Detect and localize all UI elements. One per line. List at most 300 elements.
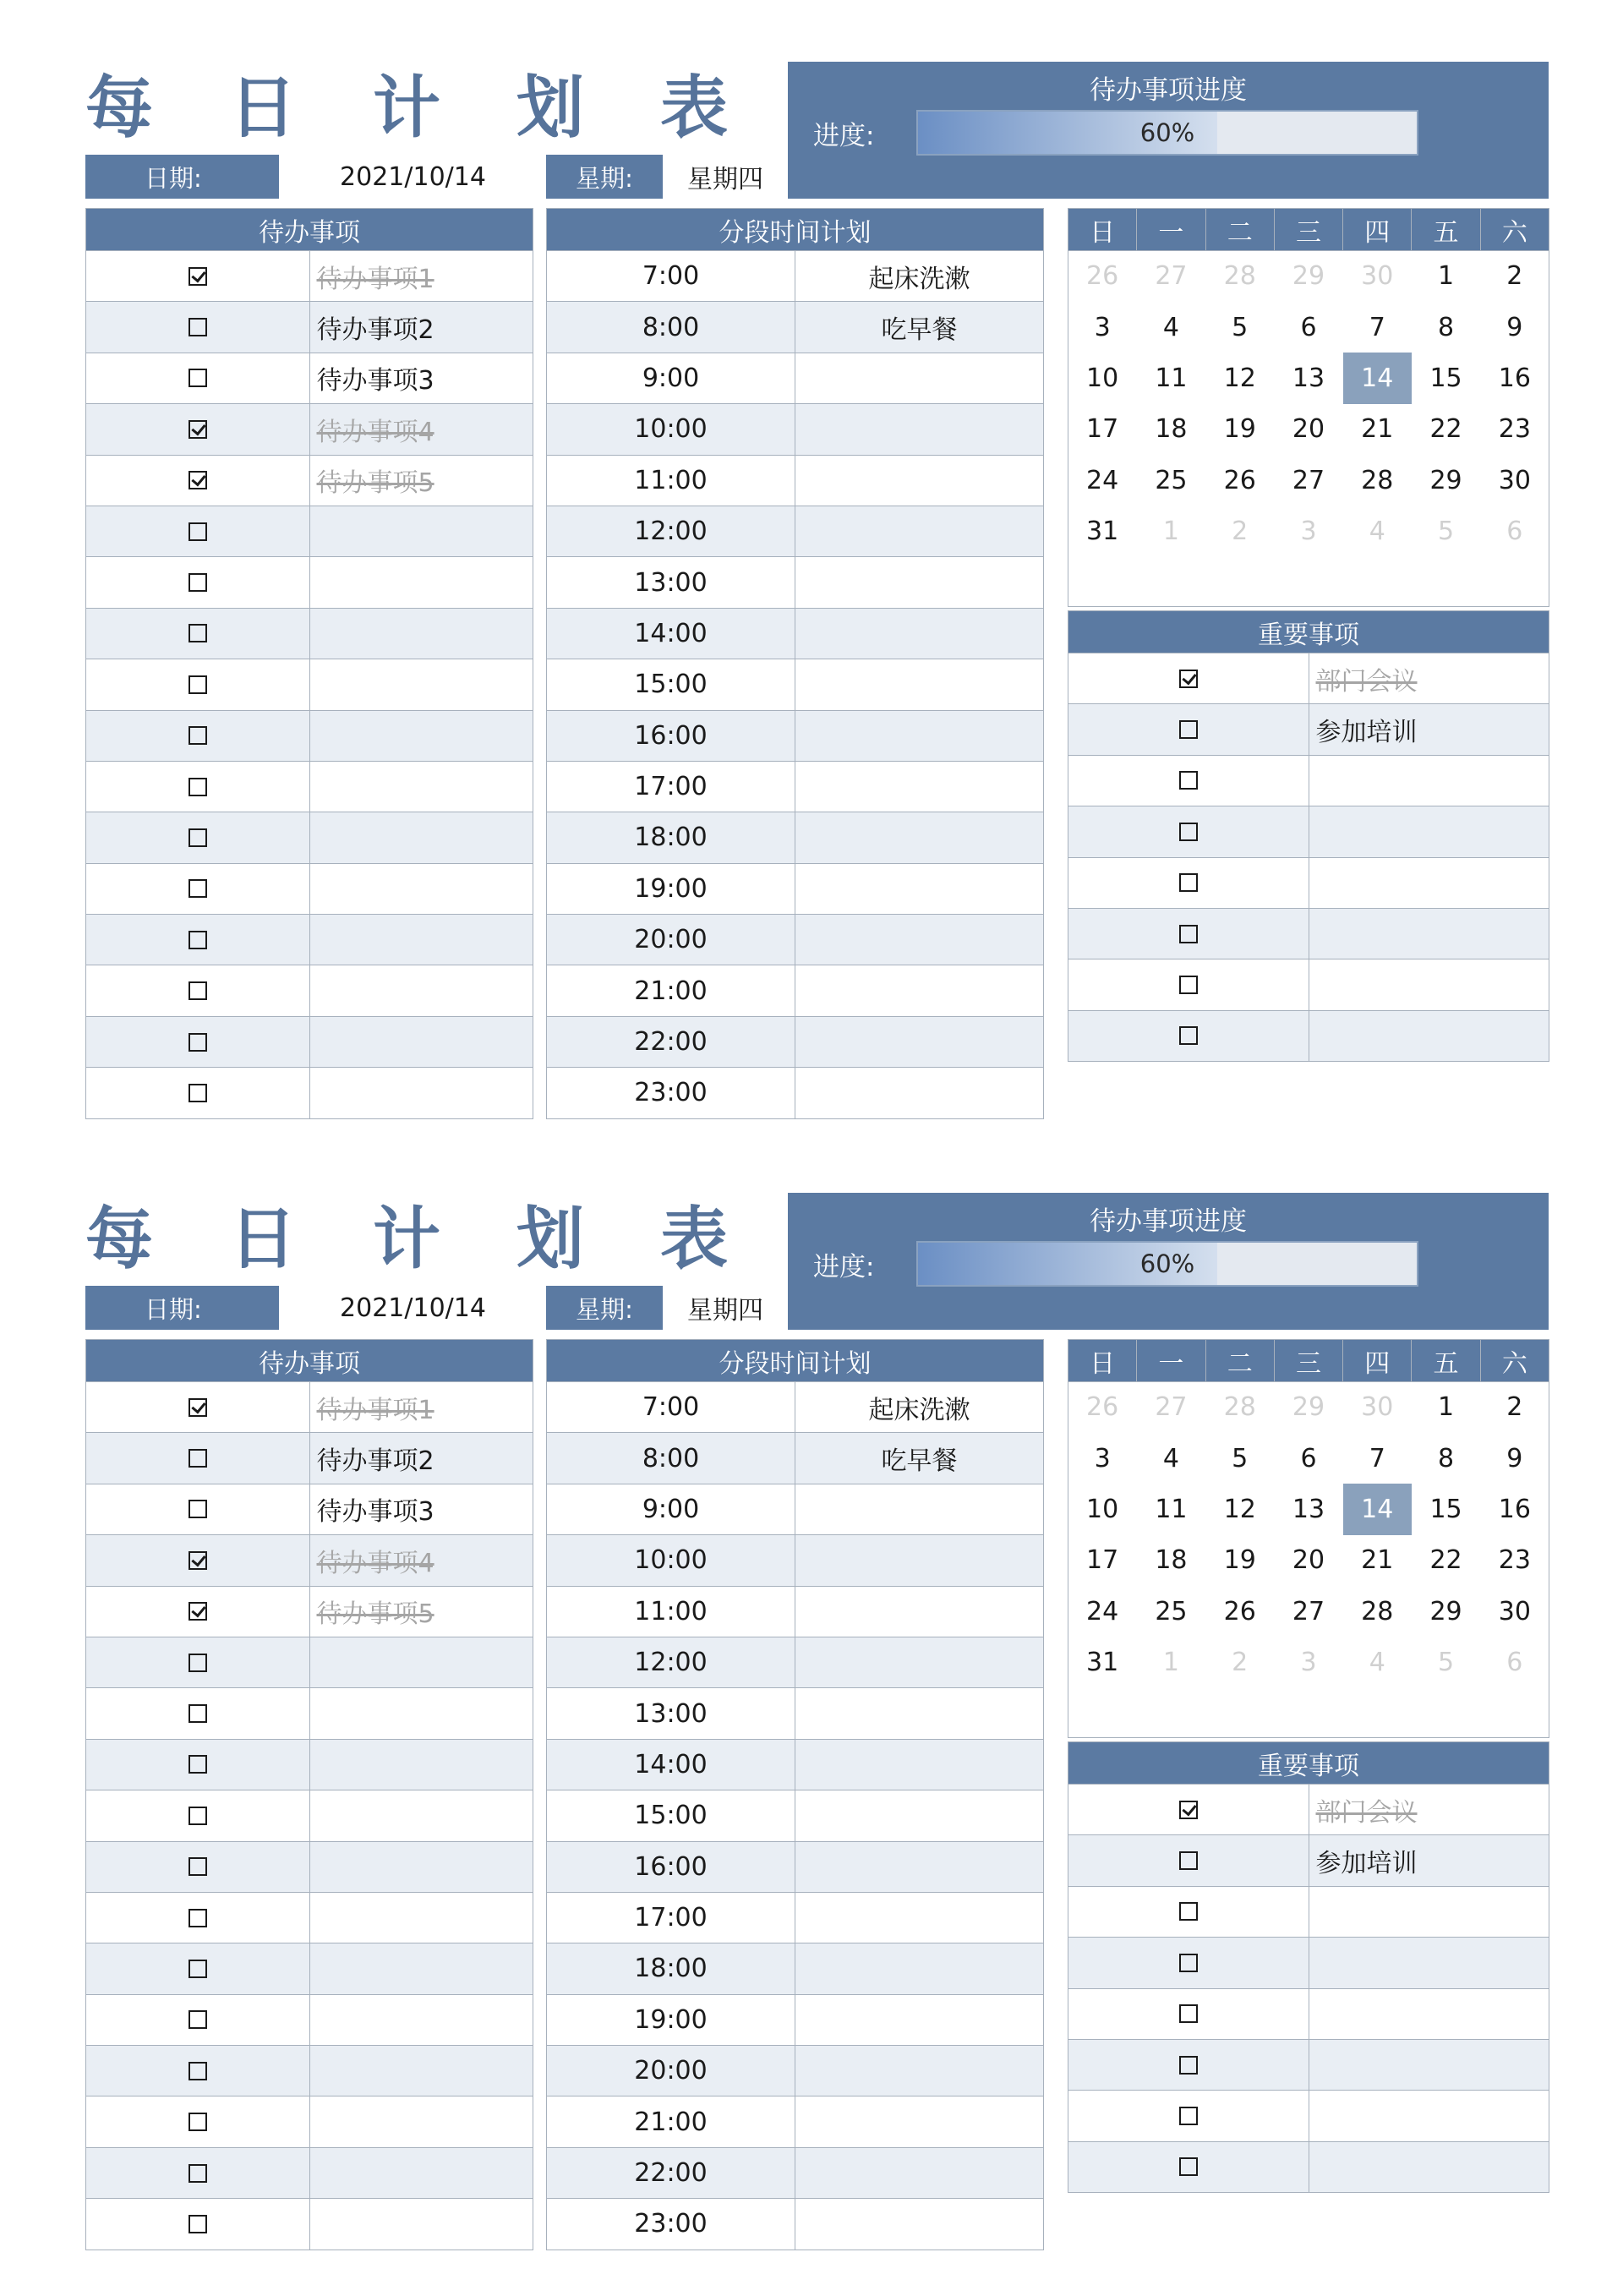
todo-checkbox-cell[interactable] [86, 812, 310, 863]
todo-item-text[interactable] [309, 1068, 533, 1118]
schedule-task[interactable]: 吃早餐 [795, 1433, 1044, 1484]
todo-item-text[interactable] [309, 1016, 533, 1067]
calendar-day[interactable]: 17 [1086, 414, 1119, 445]
todo-item-text[interactable] [309, 1688, 533, 1739]
todo-checkbox-cell[interactable] [86, 1484, 310, 1534]
checkbox-icon[interactable] [1179, 1954, 1198, 1972]
calendar-day[interactable]: 3 [1300, 517, 1317, 547]
todo-checkbox-cell[interactable] [86, 710, 310, 761]
important-checkbox-cell[interactable] [1068, 653, 1309, 704]
calendar-day[interactable]: 25 [1155, 465, 1188, 495]
important-header: 重要事项 [1068, 611, 1549, 653]
schedule-task[interactable] [795, 1943, 1044, 1994]
schedule-task[interactable] [795, 353, 1044, 403]
calendar-day[interactable]: 10 [1086, 363, 1119, 393]
checkbox-icon[interactable] [189, 624, 207, 642]
todo-checkbox-cell[interactable] [86, 404, 310, 455]
calendar-day[interactable]: 4 [1162, 1443, 1179, 1473]
checkbox-icon[interactable] [1179, 771, 1198, 790]
schedule-task[interactable] [795, 915, 1044, 965]
calendar-day[interactable]: 27 [1292, 465, 1325, 495]
schedule-task[interactable] [795, 1535, 1044, 1586]
calendar-day[interactable]: 1 [1162, 1648, 1179, 1678]
calendar-day[interactable]: 23 [1498, 1545, 1531, 1576]
checked-box-icon[interactable] [1179, 670, 1198, 688]
schedule-row [547, 1688, 1044, 1739]
important-item-text[interactable]: 参加培训 [1309, 704, 1549, 755]
calendar-day[interactable]: 31 [1086, 1648, 1119, 1678]
schedule-task[interactable] [795, 1994, 1044, 2045]
important-checkbox-cell[interactable] [1068, 1988, 1309, 2039]
schedule-time: 9:00 [547, 353, 795, 403]
calendar-day[interactable]: 29 [1292, 1392, 1325, 1423]
title-char: 划 [516, 1199, 584, 1278]
checkbox-icon[interactable] [189, 1857, 207, 1876]
schedule-task[interactable] [795, 659, 1044, 710]
todo-checkbox-cell[interactable] [86, 965, 310, 1016]
checkbox-icon[interactable] [189, 981, 207, 1000]
schedule-time: 20:00 [547, 915, 795, 965]
todo-item-text[interactable] [309, 1841, 533, 1892]
todo-item-text[interactable] [309, 1790, 533, 1841]
calendar-day[interactable]: 30 [1498, 1596, 1531, 1626]
calendar-day-today[interactable]: 14 [1343, 353, 1412, 403]
schedule-task[interactable] [795, 1484, 1044, 1534]
checkbox-icon[interactable] [189, 778, 207, 796]
calendar-day[interactable]: 24 [1086, 465, 1119, 495]
todo-item-text[interactable] [309, 761, 533, 812]
schedule-row [547, 251, 1044, 302]
todo-checkbox-cell[interactable] [86, 251, 310, 302]
checkbox-icon[interactable] [189, 2164, 207, 2183]
important-item-text[interactable]: 部门会议 [1309, 1785, 1549, 1835]
calendar-day[interactable]: 2 [1506, 1392, 1523, 1423]
calendar-day[interactable]: 9 [1506, 312, 1523, 342]
checkbox-icon[interactable] [189, 1084, 207, 1102]
important-item-text[interactable] [1309, 2141, 1549, 2192]
calendar-day[interactable]: 17 [1086, 1545, 1119, 1576]
todo-checkbox-cell[interactable] [86, 2096, 310, 2147]
checkbox-icon[interactable] [189, 573, 207, 592]
calendar-day[interactable]: 19 [1223, 414, 1256, 445]
todo-checkbox-cell[interactable] [86, 1382, 310, 1433]
calendar-day[interactable]: 30 [1361, 1392, 1394, 1423]
calendar-day[interactable]: 6 [1300, 312, 1317, 342]
calendar-day[interactable]: 28 [1361, 465, 1394, 495]
todo-checkbox-cell[interactable] [86, 1739, 310, 1790]
schedule-task[interactable] [795, 2147, 1044, 2198]
todo-checkbox-cell[interactable] [86, 1433, 310, 1484]
todo-item-text[interactable] [309, 710, 533, 761]
schedule-task[interactable] [795, 404, 1044, 455]
calendar-day-today[interactable]: 14 [1343, 1484, 1412, 1534]
todo-checkbox-cell[interactable] [86, 761, 310, 812]
calendar-day[interactable]: 2 [1232, 1648, 1249, 1678]
calendar-week [1068, 302, 1549, 353]
schedule-row [547, 1382, 1044, 1433]
todo-item-text[interactable] [309, 659, 533, 710]
checkbox-icon[interactable] [189, 2113, 207, 2131]
calendar-day[interactable]: 21 [1361, 414, 1394, 445]
checkbox-icon[interactable] [189, 931, 207, 949]
schedule-task[interactable] [795, 1841, 1044, 1892]
calendar-day[interactable]: 5 [1232, 1443, 1249, 1473]
schedule-task[interactable] [795, 455, 1044, 506]
schedule-task[interactable] [795, 710, 1044, 761]
todo-checkbox-cell[interactable] [86, 659, 310, 710]
important-item-text[interactable] [1309, 1988, 1549, 2039]
todo-item-text[interactable] [309, 965, 533, 1016]
checkbox-icon[interactable] [189, 1500, 207, 1518]
todo-item-text[interactable] [309, 506, 533, 556]
todo-item-text[interactable] [309, 812, 533, 863]
checkbox-icon[interactable] [189, 726, 207, 745]
important-checkbox-cell[interactable] [1068, 1835, 1309, 1886]
checked-box-icon[interactable] [1179, 1801, 1198, 1819]
schedule-task[interactable] [795, 2199, 1044, 2250]
schedule-task[interactable] [795, 1016, 1044, 1067]
calendar-day[interactable]: 3 [1300, 1648, 1317, 1678]
checkbox-icon[interactable] [1179, 2004, 1198, 2023]
important-row [1068, 2141, 1549, 2192]
progress-label: 进度: [813, 1252, 875, 1282]
todo-item-text[interactable] [309, 2046, 533, 2096]
calendar-day[interactable]: 29 [1429, 465, 1462, 495]
important-checkbox-cell[interactable] [1068, 1785, 1309, 1835]
calendar-day[interactable]: 4 [1369, 1648, 1385, 1678]
calendar-day[interactable]: 12 [1223, 363, 1256, 393]
important-item-text[interactable] [1309, 1938, 1549, 1988]
checked-box-icon[interactable] [189, 1551, 207, 1570]
calendar-day[interactable]: 28 [1223, 1392, 1256, 1423]
checkbox-icon[interactable] [189, 1033, 207, 1052]
title-char: 划 [516, 68, 584, 147]
checkbox-icon[interactable] [1179, 1851, 1198, 1870]
calendar-day[interactable]: 2 [1232, 517, 1249, 547]
schedule-table [546, 1339, 1044, 2250]
todo-item-text[interactable] [309, 915, 533, 965]
calendar-day[interactable]: 5 [1438, 1648, 1455, 1678]
calendar-day[interactable]: 31 [1086, 517, 1119, 547]
todo-item-text[interactable] [309, 2096, 533, 2147]
todo-checkbox-cell[interactable] [86, 2147, 310, 2198]
checkbox-icon[interactable] [1179, 823, 1198, 841]
checkbox-icon[interactable] [189, 1704, 207, 1723]
checkbox-icon[interactable] [189, 2215, 207, 2233]
todo-row [86, 863, 533, 914]
calendar-day[interactable]: 6 [1506, 1648, 1523, 1678]
calendar-day[interactable]: 16 [1498, 363, 1531, 393]
todo-item-text[interactable]: 待办事项3 [309, 1484, 533, 1534]
todo-checkbox-cell[interactable] [86, 1943, 310, 1994]
schedule-task[interactable] [795, 812, 1044, 863]
important-checkbox-cell[interactable] [1068, 1938, 1309, 1988]
calendar-day[interactable]: 11 [1155, 1494, 1188, 1524]
todo-checkbox-cell[interactable] [86, 2199, 310, 2250]
important-item-text[interactable] [1309, 908, 1549, 959]
date-value[interactable]: 2021/10/14 [340, 1293, 486, 1323]
checkbox-icon[interactable] [1179, 2107, 1198, 2125]
checkbox-icon[interactable] [1179, 1026, 1198, 1045]
calendar-day[interactable]: 9 [1506, 1443, 1523, 1473]
important-item-text[interactable] [1309, 1010, 1549, 1061]
calendar-day[interactable]: 18 [1155, 414, 1188, 445]
schedule-table [546, 208, 1044, 1119]
todo-checkbox-cell[interactable] [86, 1637, 310, 1687]
calendar-day[interactable]: 22 [1429, 414, 1462, 445]
calendar-day[interactable]: 13 [1292, 363, 1325, 393]
important-checkbox-cell[interactable] [1068, 2091, 1309, 2141]
todo-checkbox-cell[interactable] [86, 1586, 310, 1637]
calendar-day[interactable]: 4 [1162, 312, 1179, 342]
schedule-task[interactable] [795, 761, 1044, 812]
checkbox-icon[interactable] [189, 675, 207, 694]
checkbox-icon[interactable] [189, 1960, 207, 1978]
schedule-task[interactable]: 起床洗漱 [795, 1382, 1044, 1433]
checkbox-icon[interactable] [1179, 1902, 1198, 1921]
important-checkbox-cell[interactable] [1068, 2141, 1309, 2192]
important-item-text[interactable] [1309, 1886, 1549, 1937]
schedule-task[interactable] [795, 1892, 1044, 1943]
important-row [1068, 1010, 1549, 1061]
calendar-day[interactable]: 30 [1361, 261, 1394, 292]
todo-checkbox-cell[interactable] [86, 1688, 310, 1739]
todo-item-text[interactable]: 待办事项3 [309, 353, 533, 403]
todo-item-text[interactable]: 待办事项2 [309, 302, 533, 353]
checkbox-icon[interactable] [189, 1807, 207, 1825]
schedule-task[interactable] [795, 557, 1044, 608]
checked-box-icon[interactable] [189, 471, 207, 489]
calendar-day[interactable]: 13 [1292, 1494, 1325, 1524]
calendar-day[interactable]: 27 [1155, 261, 1188, 292]
calendar-day[interactable]: 15 [1429, 1494, 1462, 1524]
checked-box-icon[interactable] [189, 1602, 207, 1621]
checkbox-icon[interactable] [189, 879, 207, 898]
checkbox-icon[interactable] [1179, 925, 1198, 943]
calendar-day[interactable]: 24 [1086, 1596, 1119, 1626]
checkbox-icon[interactable] [189, 1909, 207, 1927]
checkbox-icon[interactable] [189, 1654, 207, 1672]
calendar-day[interactable]: 29 [1292, 261, 1325, 292]
todo-checkbox-cell[interactable] [86, 608, 310, 659]
todo-item-text[interactable] [309, 1637, 533, 1687]
important-checkbox-cell[interactable] [1068, 1886, 1309, 1937]
todo-item-text[interactable]: 待办事项5 [309, 455, 533, 506]
calendar-day[interactable]: 1 [1438, 1392, 1455, 1423]
calendar-day[interactable]: 5 [1232, 312, 1249, 342]
important-checkbox-cell[interactable] [1068, 1010, 1309, 1061]
important-checkbox-cell[interactable] [1068, 2039, 1309, 2090]
checkbox-icon[interactable] [189, 522, 207, 541]
calendar-day[interactable]: 10 [1086, 1494, 1119, 1524]
calendar-day[interactable]: 8 [1438, 312, 1455, 342]
checkbox-icon[interactable] [1179, 976, 1198, 994]
todo-row [86, 1688, 533, 1739]
calendar-day[interactable]: 27 [1155, 1392, 1188, 1423]
schedule-task[interactable] [795, 2096, 1044, 2147]
todo-checkbox-cell[interactable] [86, 1790, 310, 1841]
checkbox-icon[interactable] [1179, 873, 1198, 892]
schedule-time: 10:00 [547, 1535, 795, 1586]
todo-item-text[interactable]: 待办事项5 [309, 1586, 533, 1637]
todo-row [86, 251, 533, 302]
important-item-text[interactable]: 参加培训 [1309, 1835, 1549, 1886]
important-row [1068, 1835, 1549, 1886]
calendar-day[interactable]: 1 [1162, 517, 1179, 547]
todo-item-text[interactable]: 待办事项1 [309, 1382, 533, 1433]
schedule-row [547, 659, 1044, 710]
calendar-day[interactable]: 19 [1223, 1545, 1256, 1576]
todo-item-text[interactable] [309, 1994, 533, 2045]
todo-item-text[interactable]: 待办事项1 [309, 251, 533, 302]
schedule-task[interactable] [795, 863, 1044, 914]
checked-box-icon[interactable] [189, 1398, 207, 1417]
important-checkbox-cell[interactable] [1068, 908, 1309, 959]
calendar-day[interactable]: 7 [1369, 1443, 1385, 1473]
todo-checkbox-cell[interactable] [86, 1016, 310, 1067]
important-checkbox-cell[interactable] [1068, 806, 1309, 857]
todo-item-text[interactable]: 待办事项4 [309, 1535, 533, 1586]
calendar-day[interactable]: 26 [1223, 1596, 1256, 1626]
todo-checkbox-cell[interactable] [86, 1841, 310, 1892]
schedule-task[interactable] [795, 1586, 1044, 1637]
calendar-day[interactable]: 21 [1361, 1545, 1394, 1576]
checkbox-icon[interactable] [1179, 720, 1198, 739]
calendar-day[interactable]: 26 [1223, 465, 1256, 495]
calendar-day[interactable]: 26 [1086, 261, 1119, 292]
schedule-task[interactable] [795, 965, 1044, 1016]
schedule-row [547, 302, 1044, 353]
todo-item-text[interactable]: 待办事项2 [309, 1433, 533, 1484]
todo-checkbox-cell[interactable] [86, 1068, 310, 1118]
calendar-day[interactable]: 3 [1094, 312, 1111, 342]
schedule-task[interactable] [795, 506, 1044, 556]
todo-item-text[interactable] [309, 1943, 533, 1994]
todo-checkbox-cell[interactable] [86, 863, 310, 914]
checked-box-icon[interactable] [189, 267, 207, 286]
important-checkbox-cell[interactable] [1068, 704, 1309, 755]
calendar-week [1068, 506, 1549, 556]
calendar-week [1068, 251, 1549, 302]
checkbox-icon[interactable] [189, 1449, 207, 1468]
important-row [1068, 704, 1549, 755]
todo-checkbox-cell[interactable] [86, 353, 310, 403]
important-item-text[interactable] [1309, 755, 1549, 806]
calendar-day[interactable]: 25 [1155, 1596, 1188, 1626]
schedule-task[interactable] [795, 1739, 1044, 1790]
todo-checkbox-cell[interactable] [86, 915, 310, 965]
calendar [1068, 1339, 1549, 1688]
calendar-day[interactable]: 20 [1292, 1545, 1325, 1576]
todo-checkbox-cell[interactable] [86, 302, 310, 353]
important-item-text[interactable] [1309, 2091, 1549, 2141]
todo-row [86, 404, 533, 455]
calendar-day[interactable]: 28 [1223, 261, 1256, 292]
todo-item-text[interactable]: 待办事项4 [309, 404, 533, 455]
calendar-day[interactable]: 26 [1086, 1392, 1119, 1423]
todo-checkbox-cell[interactable] [86, 1892, 310, 1943]
checkbox-icon[interactable] [189, 1755, 207, 1774]
calendar-day[interactable]: 7 [1369, 312, 1385, 342]
calendar-day[interactable]: 23 [1498, 414, 1531, 445]
schedule-task[interactable] [795, 1688, 1044, 1739]
todo-checkbox-cell[interactable] [86, 1535, 310, 1586]
checkbox-icon[interactable] [189, 2010, 207, 2029]
todo-item-text[interactable] [309, 608, 533, 659]
schedule-task[interactable]: 吃早餐 [795, 302, 1044, 353]
calendar-day[interactable]: 4 [1369, 517, 1385, 547]
calendar-day[interactable]: 6 [1300, 1443, 1317, 1473]
important-checkbox-cell[interactable] [1068, 959, 1309, 1010]
todo-checkbox-cell[interactable] [86, 506, 310, 556]
checked-box-icon[interactable] [189, 420, 207, 439]
calendar-day[interactable]: 3 [1094, 1443, 1111, 1473]
calendar-day[interactable]: 15 [1429, 363, 1462, 393]
checkbox-icon[interactable] [189, 828, 207, 847]
todo-item-text[interactable] [309, 2147, 533, 2198]
important-item-text[interactable] [1309, 806, 1549, 857]
calendar-day[interactable]: 8 [1438, 1443, 1455, 1473]
checkbox-icon[interactable] [189, 369, 207, 387]
calendar-day[interactable]: 28 [1361, 1596, 1394, 1626]
checkbox-icon[interactable] [189, 2062, 207, 2080]
calendar-day[interactable]: 18 [1155, 1545, 1188, 1576]
schedule-time: 12:00 [547, 506, 795, 556]
important-item-text[interactable] [1309, 2039, 1549, 2090]
calendar-day[interactable]: 20 [1292, 414, 1325, 445]
schedule-task[interactable] [795, 1637, 1044, 1687]
calendar-day[interactable]: 2 [1506, 261, 1523, 292]
todo-checkbox-cell[interactable] [86, 2046, 310, 2096]
important-item-text[interactable] [1309, 959, 1549, 1010]
schedule-task[interactable]: 起床洗漱 [795, 251, 1044, 302]
todo-item-text[interactable] [309, 863, 533, 914]
checkbox-icon[interactable] [1179, 2056, 1198, 2075]
todo-item-text[interactable] [309, 1892, 533, 1943]
todo-checkbox-cell[interactable] [86, 1994, 310, 2045]
todo-checkbox-cell[interactable] [86, 557, 310, 608]
schedule-task[interactable] [795, 2046, 1044, 2096]
schedule-task[interactable] [795, 608, 1044, 659]
todo-checkbox-cell[interactable] [86, 455, 310, 506]
calendar-day[interactable]: 1 [1438, 261, 1455, 292]
schedule-task[interactable] [795, 1790, 1044, 1841]
schedule-time: 7:00 [547, 1382, 795, 1433]
important-checkbox-cell[interactable] [1068, 857, 1309, 908]
calendar-day[interactable]: 12 [1223, 1494, 1256, 1524]
calendar-weekday: 五 [1412, 209, 1480, 251]
todo-item-text[interactable] [309, 2199, 533, 2250]
date-value[interactable]: 2021/10/14 [340, 161, 486, 192]
calendar-day[interactable]: 16 [1498, 1494, 1531, 1524]
todo-item-text[interactable] [309, 557, 533, 608]
todo-item-text[interactable] [309, 1739, 533, 1790]
schedule-time: 11:00 [547, 455, 795, 506]
important-checkbox-cell[interactable] [1068, 755, 1309, 806]
important-item-text[interactable]: 部门会议 [1309, 653, 1549, 704]
important-item-text[interactable] [1309, 857, 1549, 908]
checkbox-icon[interactable] [1179, 2157, 1198, 2176]
calendar-day[interactable]: 5 [1438, 517, 1455, 547]
calendar-day[interactable]: 30 [1498, 465, 1531, 495]
schedule-task[interactable] [795, 1068, 1044, 1118]
calendar-day[interactable]: 29 [1429, 1596, 1462, 1626]
checkbox-icon[interactable] [189, 318, 207, 336]
calendar-day[interactable]: 22 [1429, 1545, 1462, 1576]
calendar-day[interactable]: 6 [1506, 517, 1523, 547]
calendar-day[interactable]: 11 [1155, 363, 1188, 393]
calendar-day[interactable]: 27 [1292, 1596, 1325, 1626]
